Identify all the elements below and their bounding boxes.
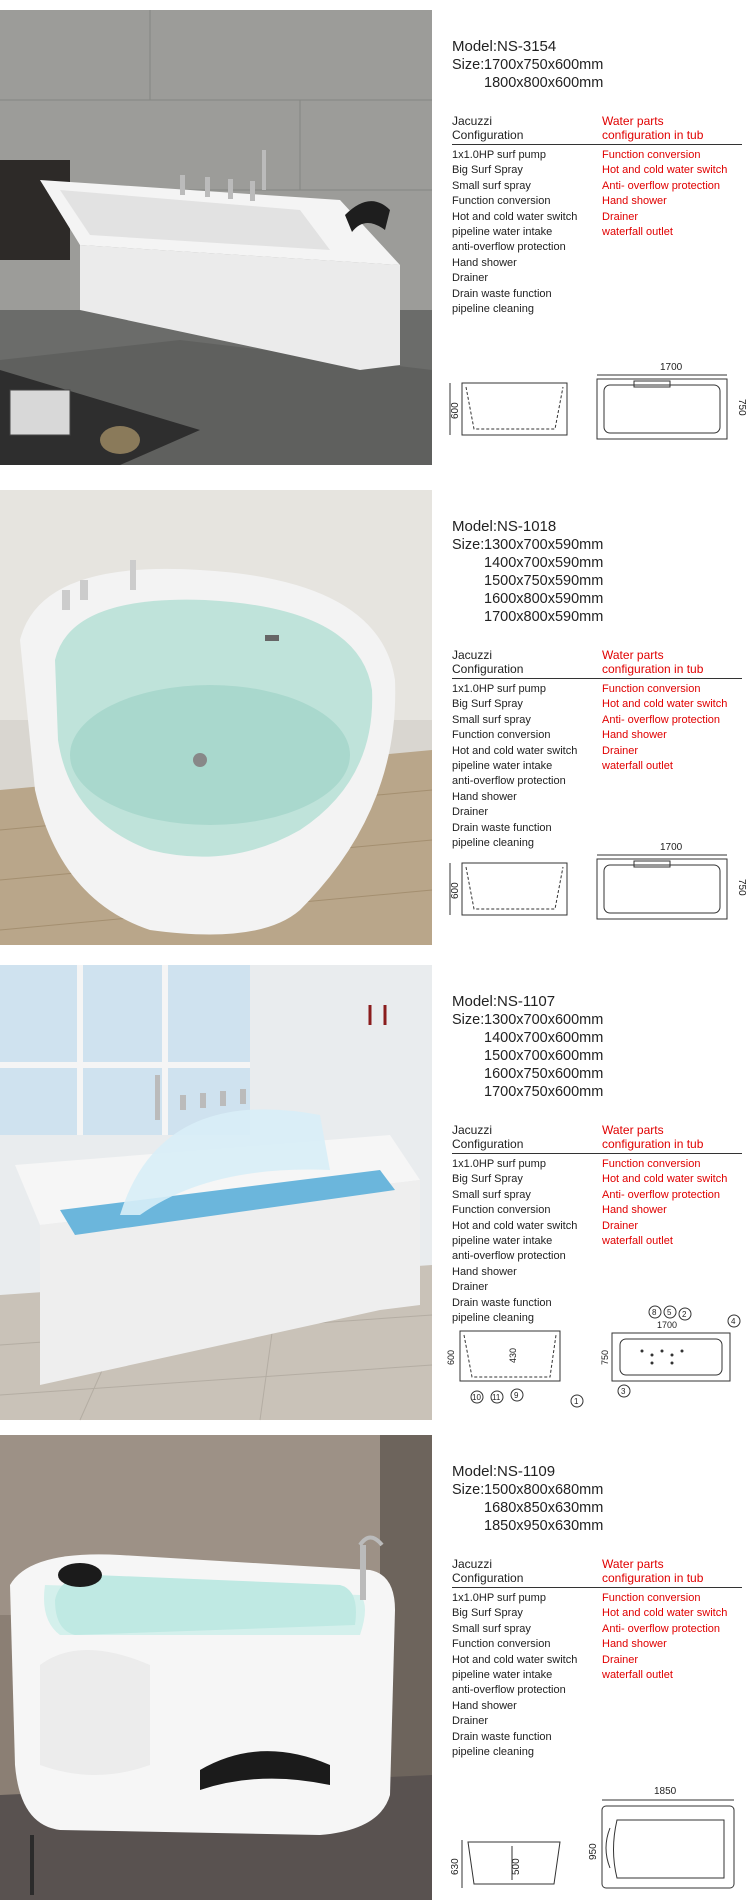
water-parts-list bbox=[602, 1591, 727, 1683]
depth-dimension: 500 bbox=[511, 1858, 522, 1875]
list-item: Hand shower bbox=[602, 1204, 667, 1217]
spec-panel bbox=[452, 490, 742, 850]
list-item: Drainer bbox=[602, 744, 639, 757]
list-item: waterfall outlet bbox=[602, 226, 673, 239]
water-parts-title bbox=[602, 648, 703, 676]
list-item: anti-overflow protection bbox=[452, 1250, 566, 1263]
title-line: Configuration bbox=[452, 128, 524, 142]
size-block bbox=[452, 56, 742, 92]
list-item: Hot and cold water switch bbox=[602, 698, 728, 711]
list-item: Function conversion bbox=[602, 683, 701, 695]
size-list bbox=[484, 536, 742, 626]
config-header bbox=[452, 648, 742, 679]
size-label: Size: bbox=[452, 537, 485, 553]
list-item: Hand shower bbox=[602, 729, 667, 742]
technical-drawing bbox=[442, 1305, 742, 1405]
size-label: Size: bbox=[452, 1012, 485, 1028]
model-number: Model:NS-3154 bbox=[452, 38, 557, 55]
config-header bbox=[452, 1123, 742, 1154]
bathtub-photo bbox=[0, 965, 432, 1420]
list-item: Function conversion bbox=[602, 1592, 701, 1604]
list-item: Hot and cold water switch bbox=[452, 744, 578, 757]
jacuzzi-config-list bbox=[452, 682, 577, 851]
height-dimension: 600 bbox=[450, 402, 461, 419]
list-item: Big Surf Spray bbox=[452, 1607, 523, 1620]
spec-panel bbox=[452, 10, 742, 316]
list-item: anti-overflow protection bbox=[452, 1684, 566, 1697]
height-dimension: 600 bbox=[450, 882, 461, 899]
size-list bbox=[484, 56, 742, 92]
list-item: Drainer bbox=[452, 1281, 489, 1294]
jacuzzi-config-title bbox=[452, 1557, 523, 1585]
height-dimension: 600 bbox=[446, 1349, 456, 1365]
technical-drawing bbox=[442, 1780, 742, 1880]
spec-panel bbox=[452, 965, 742, 1325]
list-item: pipeline water intake bbox=[452, 1669, 553, 1682]
list-item: Drainer bbox=[602, 210, 639, 223]
width-dimension: 950 bbox=[588, 1843, 599, 1860]
list-item: Small surf spray bbox=[452, 179, 531, 192]
list-item: Drain waste function bbox=[452, 1730, 552, 1743]
list-item: pipeline cleaning bbox=[452, 837, 534, 850]
list-item: Function conversion bbox=[452, 195, 551, 208]
list-item: pipeline water intake bbox=[452, 760, 553, 773]
list-item: Hot and cold water switch bbox=[452, 1219, 578, 1232]
callout-label: 9 bbox=[514, 1391, 519, 1400]
size-item: 1400x700x590mm bbox=[484, 555, 604, 571]
size-item: 1500x750x590mm bbox=[484, 573, 604, 589]
list-item: waterfall outlet bbox=[602, 1669, 673, 1682]
title-line: Configuration bbox=[452, 662, 524, 676]
width-dimension: 750 bbox=[736, 879, 747, 896]
list-item: Hand shower bbox=[602, 195, 667, 208]
size-item: 1500x800x680mm bbox=[484, 1482, 604, 1498]
config-lists bbox=[452, 1591, 742, 1759]
title-line: Configuration bbox=[452, 1137, 524, 1151]
list-item: Hand shower bbox=[452, 1265, 517, 1278]
list-item: Hot and cold water switch bbox=[602, 164, 728, 177]
title-line: Jacuzzi bbox=[452, 1557, 493, 1571]
title-line: configuration in tub bbox=[602, 1137, 704, 1151]
water-parts-list bbox=[602, 682, 727, 774]
list-item: Drain waste function bbox=[452, 287, 552, 300]
size-item: 1300x700x600mm bbox=[484, 1012, 604, 1028]
water-parts-list bbox=[602, 1157, 727, 1249]
bathtub-photo bbox=[0, 10, 432, 465]
list-item: anti-overflow protection bbox=[452, 775, 566, 788]
list-item: 1x1.0HP surf pump bbox=[452, 683, 546, 695]
model-number: Model:NS-1109 bbox=[452, 1463, 556, 1480]
list-item: Drain waste function bbox=[452, 821, 552, 834]
list-item: 1x1.0HP surf pump bbox=[452, 149, 546, 161]
list-item: Hand shower bbox=[452, 1699, 517, 1712]
callout-label: 5 bbox=[667, 1308, 672, 1317]
size-item: 1850x950x630mm bbox=[484, 1518, 604, 1534]
config-lists bbox=[452, 148, 742, 316]
size-item: 1700x750x600mm bbox=[484, 57, 604, 73]
title-line: configuration in tub bbox=[602, 128, 704, 142]
size-item: 1680x850x630mm bbox=[484, 1500, 604, 1516]
product-section-ns-1109 bbox=[0, 1435, 750, 1890]
list-item: pipeline cleaning bbox=[452, 1746, 534, 1759]
size-block bbox=[452, 536, 742, 626]
title-line: configuration in tub bbox=[602, 1571, 704, 1585]
bathtub-photo bbox=[0, 1435, 432, 1890]
list-item: Small surf spray bbox=[452, 713, 531, 726]
size-block bbox=[452, 1481, 742, 1535]
size-item: 1500x700x600mm bbox=[484, 1048, 604, 1064]
list-item: Hot and cold water switch bbox=[602, 1173, 728, 1186]
product-section-ns-1018 bbox=[0, 490, 750, 945]
list-item: Function conversion bbox=[452, 1638, 551, 1651]
model-number: Model:NS-1107 bbox=[452, 993, 556, 1010]
size-item: 1800x800x600mm bbox=[484, 75, 604, 91]
title-line: Water parts bbox=[602, 648, 664, 662]
water-parts-list bbox=[602, 148, 727, 240]
jacuzzi-config-list bbox=[452, 1591, 577, 1760]
jacuzzi-config-title bbox=[452, 1123, 523, 1151]
list-item: Small surf spray bbox=[452, 1188, 531, 1201]
water-parts-title bbox=[602, 1557, 703, 1585]
size-label: Size: bbox=[452, 1482, 485, 1498]
length-dimension: 1700 bbox=[660, 842, 683, 853]
title-line: Configuration bbox=[452, 1571, 524, 1585]
technical-drawing bbox=[442, 835, 747, 935]
jacuzzi-config-list bbox=[452, 148, 577, 317]
list-item: Function conversion bbox=[602, 1158, 701, 1170]
list-item: 1x1.0HP surf pump bbox=[452, 1592, 546, 1604]
list-item: Function conversion bbox=[452, 729, 551, 742]
list-item: Drainer bbox=[452, 1715, 489, 1728]
list-item: Hand shower bbox=[452, 256, 517, 269]
list-item: Big Surf Spray bbox=[452, 698, 523, 711]
size-item: 1600x750x600mm bbox=[484, 1066, 604, 1082]
list-item: Function conversion bbox=[602, 149, 701, 161]
product-section-ns-1107 bbox=[0, 965, 750, 1420]
product-section-ns-3154 bbox=[0, 10, 750, 465]
list-item: pipeline water intake bbox=[452, 1235, 553, 1248]
list-item: waterfall outlet bbox=[602, 760, 673, 773]
list-item: Hot and cold water switch bbox=[602, 1607, 728, 1620]
size-list bbox=[484, 1011, 742, 1101]
size-block bbox=[452, 1011, 742, 1101]
size-item: 1300x700x590mm bbox=[484, 537, 604, 553]
list-item: Big Surf Spray bbox=[452, 1173, 523, 1186]
size-item: 1700x800x590mm bbox=[484, 609, 604, 625]
width-dimension: 750 bbox=[736, 399, 747, 416]
size-item: 1400x700x600mm bbox=[484, 1030, 604, 1046]
depth-dimension: 430 bbox=[508, 1347, 518, 1363]
list-item: Drainer bbox=[602, 1653, 639, 1666]
list-item: Hand shower bbox=[452, 790, 517, 803]
callout-label: 1 bbox=[574, 1397, 579, 1406]
title-line: Water parts bbox=[602, 1557, 664, 1571]
list-item: Function conversion bbox=[452, 1204, 551, 1217]
callout-label: 4 bbox=[731, 1317, 736, 1326]
water-parts-title bbox=[602, 1123, 703, 1151]
list-item: Drainer bbox=[452, 272, 489, 285]
callout-label: 2 bbox=[682, 1310, 687, 1319]
height-dimension: 630 bbox=[450, 1858, 461, 1875]
size-label: Size: bbox=[452, 57, 485, 73]
config-header bbox=[452, 1557, 742, 1588]
list-item: Hot and cold water switch bbox=[452, 1653, 578, 1666]
size-item: 1700x750x600mm bbox=[484, 1084, 604, 1100]
length-dimension: 1850 bbox=[654, 1786, 677, 1797]
title-line: Jacuzzi bbox=[452, 1123, 493, 1137]
list-item: Drainer bbox=[452, 806, 489, 819]
list-item: waterfall outlet bbox=[602, 1235, 673, 1248]
list-item: Hot and cold water switch bbox=[452, 210, 578, 223]
spec-panel bbox=[452, 1435, 742, 1759]
title-line: Water parts bbox=[602, 114, 664, 128]
list-item: pipeline cleaning bbox=[452, 303, 534, 316]
callout-label: 8 bbox=[652, 1308, 657, 1317]
list-item: Anti- overflow protection bbox=[602, 1622, 720, 1635]
jacuzzi-config-title bbox=[452, 648, 523, 676]
list-item: pipeline cleaning bbox=[452, 1312, 534, 1325]
length-dimension: 1700 bbox=[657, 1320, 678, 1330]
list-item: Anti- overflow protection bbox=[602, 1188, 720, 1201]
jacuzzi-config-title bbox=[452, 114, 523, 142]
model-number: Model:NS-1018 bbox=[452, 518, 557, 535]
jacuzzi-config-list bbox=[452, 1157, 577, 1326]
list-item: Hand shower bbox=[602, 1638, 667, 1651]
size-item: 1600x800x590mm bbox=[484, 591, 604, 607]
title-line: Jacuzzi bbox=[452, 114, 493, 128]
list-item: Big Surf Spray bbox=[452, 164, 523, 177]
size-list bbox=[484, 1481, 742, 1535]
water-parts-title bbox=[602, 114, 703, 142]
list-item: 1x1.0HP surf pump bbox=[452, 1158, 546, 1170]
width-dimension: 750 bbox=[600, 1349, 610, 1365]
length-dimension: 1700 bbox=[660, 362, 683, 373]
technical-drawing bbox=[442, 355, 747, 455]
title-line: Jacuzzi bbox=[452, 648, 493, 662]
list-item: Drainer bbox=[602, 1219, 639, 1232]
list-item: Anti- overflow protection bbox=[602, 713, 720, 726]
title-line: configuration in tub bbox=[602, 662, 704, 676]
bathtub-photo bbox=[0, 490, 432, 945]
list-item: anti-overflow protection bbox=[452, 241, 566, 254]
title-line: Water parts bbox=[602, 1123, 664, 1137]
config-header bbox=[452, 114, 742, 145]
callout-label: 11 bbox=[492, 1393, 501, 1402]
callout-label: 3 bbox=[621, 1387, 626, 1396]
callout-label: 10 bbox=[472, 1393, 481, 1402]
list-item: Drain waste function bbox=[452, 1296, 552, 1309]
list-item: Anti- overflow protection bbox=[602, 179, 720, 192]
list-item: Small surf spray bbox=[452, 1622, 531, 1635]
list-item: pipeline water intake bbox=[452, 226, 553, 239]
